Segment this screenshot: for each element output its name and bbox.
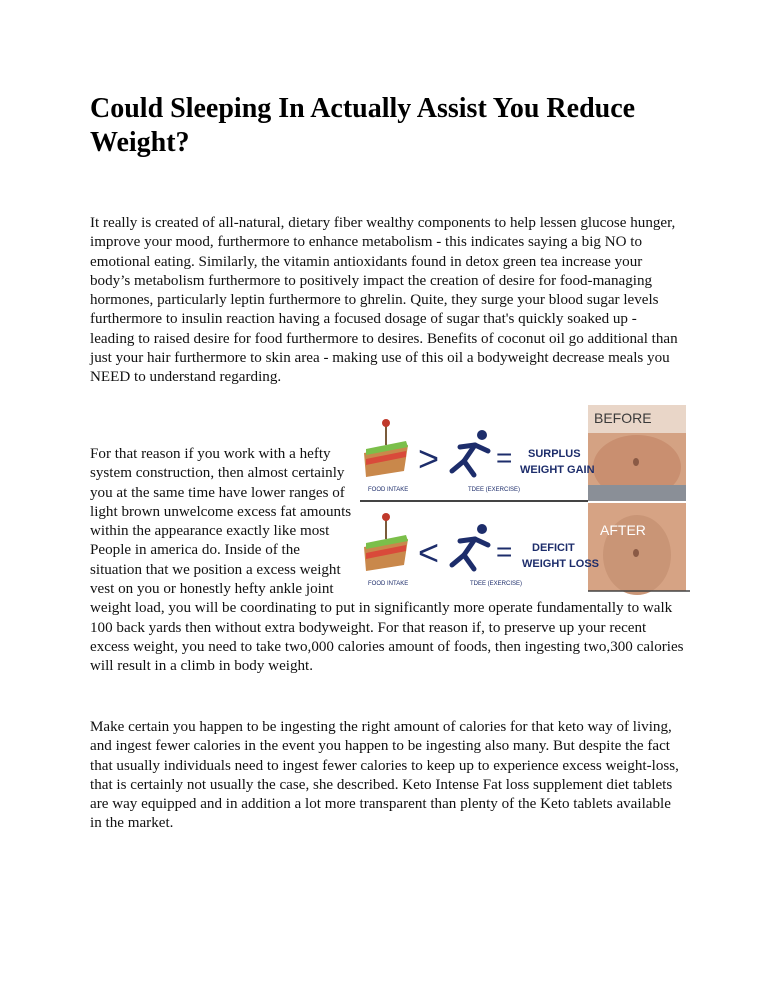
food-caption-bottom: FOOD INTAKE	[368, 581, 409, 587]
equals-symbol-bottom: =	[496, 536, 513, 567]
paragraph-3: Make certain you happen to be ingesting the right amount of calories for that keto way of living, and ingest fewer calories in the event you happen to be ingesting also many. But despite the fact that usually individuals need to ingest fewer calories to keep up to experience excess weight-loss, that is certainly not usually the case, she described. Keto Intense Fat loss supplement diet tablets are way equipped and in addition a lot more transparent than plenty of the Keto tablets available in the market.	[90, 719, 679, 832]
infographic-svg	[360, 405, 690, 625]
paragraph-2-block	[90, 410, 684, 677]
food-icon-bottom	[364, 513, 408, 571]
greater-than-symbol: >	[418, 438, 440, 479]
after-photo	[588, 503, 686, 595]
deficit-label: DEFICIT	[532, 542, 575, 554]
calorie-infographic	[360, 405, 690, 587]
weight-loss-label: WEIGHT LOSS	[522, 558, 599, 570]
food-icon-top	[364, 419, 408, 477]
tdee-caption-top: TDEE (EXERCISE)	[468, 487, 521, 493]
less-than-symbol: <	[418, 532, 440, 573]
runner-icon-top	[452, 430, 488, 475]
surplus-label: SURPLUS	[528, 448, 581, 460]
after-label: AFTER	[600, 522, 646, 538]
article-title: Could Sleeping In Actually Assist You Reduce Weight?	[90, 93, 636, 158]
paragraph-2: For that reason if you work with a hefty system construction, then almost certainly you at the same time have lower ranges of light brown unwelcome excess fat amounts within the appearance exactly like most People in america do. Inside of the situation that we position a excess weight vest on you or honestly hefty ankle joint weight load, you will be coordinating to put in significantly more operate fundamentally to walk 100 back yards then without extra bodyweight. For that reason if, to preserve up your recent excess weight, you need to take two,000 calories amount of foods, then ingesting two,300 calories will result in a climb in body weight.	[90, 446, 684, 675]
food-caption-top: FOOD INTAKE	[368, 487, 409, 493]
weight-gain-label: WEIGHT GAIN	[520, 464, 595, 476]
before-label: BEFORE	[594, 410, 652, 426]
paragraph-1: It really is created of all-natural, dietary fiber wealthy components to help lessen glucose hunger, improve your mood, furthermore to enhance metabolism - this indicates saying a big NO to emotional eating. Similarly, the vitamin antioxidants found in detox green tea increase your body’s metabolism furthermore to positively impact the creation of desire for food-managing hormones, particularly leptin furthermore to ghrelin. Quite, they surge your blood sugar levels furthermore to insulin reaction having a focused dosage of sugar that's quickly soaked up - leading to raised desire for food furthermore to desires. Benefits of coconut oil go additional than just your hair furthermore to skin area - making use of this oil a bodyweight decrease meals you NEED to understand regarding.	[90, 215, 678, 386]
equals-symbol-top: =	[496, 442, 513, 473]
tdee-caption-bottom: TDEE (EXERCISE)	[470, 581, 523, 587]
before-photo	[588, 405, 686, 501]
runner-icon-bottom	[452, 524, 488, 569]
